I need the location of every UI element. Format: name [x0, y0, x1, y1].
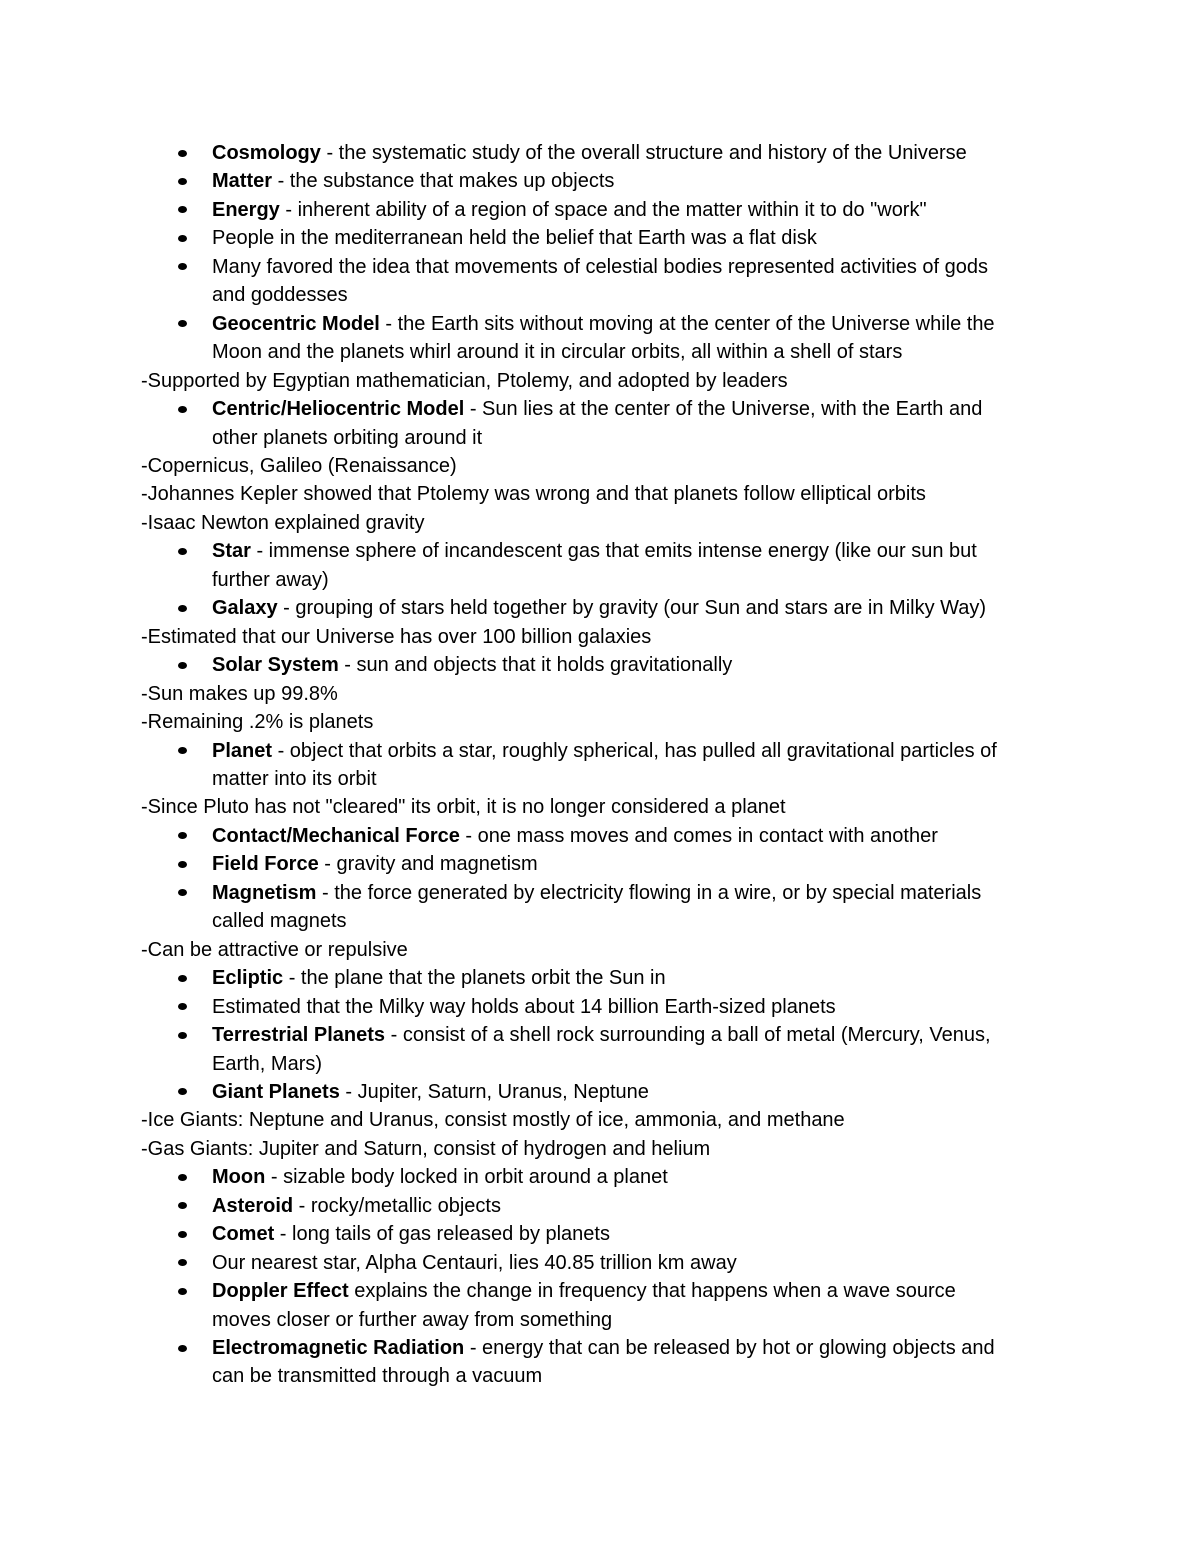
bullet-item [0, 993, 1200, 1021]
term-label: Centric/Heliocentric Model [212, 398, 465, 421]
definition-text: Estimated that the Milky way holds about 14 billion Earth-sized planets [212, 995, 836, 1018]
bullet-dot-icon [178, 1345, 187, 1352]
term-label: Cosmology [212, 142, 321, 164]
line-text: -Estimated that our Universe has over 100 billion galaxies [141, 625, 652, 648]
term-label: Planet [212, 739, 273, 762]
definition-text: - Sun lies at the center of the Universe, with the Earth and [464, 398, 983, 421]
continuation-line [0, 281, 1200, 309]
bullet-dot-icon [178, 1032, 187, 1039]
bullet-dot-icon [178, 662, 187, 669]
bullet-item [0, 253, 1200, 281]
line-text: Earth, Mars) [212, 1052, 323, 1075]
bullet-item [0, 1192, 1200, 1220]
line-text: can be transmitted through a vacuum [212, 1365, 543, 1388]
definition-text: - sun and objects that it holds gravitationally [338, 654, 733, 677]
term-label: Asteroid [212, 1194, 294, 1217]
definition-text: - sizable body locked in orbit around a planet [265, 1166, 668, 1189]
line-text: moves closer or further away from something [212, 1308, 613, 1331]
note-line [0, 509, 1200, 537]
continuation-line [0, 338, 1200, 366]
bullet-dot-icon [178, 178, 187, 185]
term-label: Star [212, 540, 251, 563]
bullet-item [0, 1277, 1200, 1305]
definition-text: - the force generated by electricity flowing in a wire, or by special materials [316, 881, 982, 904]
bullet-dot-icon [178, 861, 187, 868]
bullet-dot-icon [178, 406, 187, 413]
line-text: -Can be attractive or repulsive [141, 938, 408, 961]
bullet-dot-icon [178, 150, 187, 157]
line-text: matter into its orbit [212, 767, 377, 790]
bullet-dot-icon [178, 747, 187, 754]
term-label: Field Force [212, 853, 319, 876]
bullet-item [0, 537, 1200, 565]
line-text: Moon and the planets whirl around it in circular orbits, all within a shell of stars [212, 341, 903, 364]
continuation-line [0, 424, 1200, 452]
definition-text: - energy that can be released by hot or glowing objects and [464, 1337, 995, 1360]
term-label: Matter [212, 170, 273, 193]
term-label: Geocentric Model [212, 312, 380, 335]
term-label: Moon [212, 1166, 266, 1189]
continuation-line [0, 1306, 1200, 1334]
line-text: -Isaac Newton explained gravity [141, 511, 425, 534]
bullet-item [0, 1078, 1200, 1106]
bullet-dot-icon [178, 320, 187, 327]
bullet-item [0, 737, 1200, 765]
term-label: Solar System [212, 654, 339, 677]
bullet-dot-icon [178, 235, 187, 242]
definition-text: - grouping of stars held together by gravity (our Sun and stars are in Milky Way) [277, 597, 987, 620]
term-label: Comet [212, 1223, 275, 1246]
note-line [0, 367, 1200, 395]
bullet-dot-icon [178, 263, 187, 270]
bullet-dot-icon [178, 206, 187, 213]
bullet-item [0, 1334, 1200, 1362]
line-text: -Gas Giants: Jupiter and Saturn, consist of hydrogen and helium [141, 1137, 711, 1160]
definition-text: - one mass moves and comes in contact with another [459, 824, 938, 847]
bullet-item [0, 1249, 1200, 1277]
continuation-line [0, 1362, 1200, 1390]
bullet-dot-icon [178, 889, 187, 896]
line-text: -Remaining .2% is planets [141, 711, 374, 734]
bullet-item [0, 822, 1200, 850]
term-label: Ecliptic [212, 967, 284, 990]
definition-text: - rocky/metallic objects [293, 1194, 501, 1217]
definition-text: - the Earth sits without moving at the center of the Universe while the [379, 312, 995, 335]
continuation-line [0, 765, 1200, 793]
bullet-dot-icon [178, 1288, 187, 1295]
bullet-item [0, 651, 1200, 679]
term-label: Magnetism [212, 881, 317, 904]
bullet-item [0, 850, 1200, 878]
note-line [0, 1135, 1200, 1163]
note-line [0, 936, 1200, 964]
bullet-item [0, 1021, 1200, 1049]
continuation-line [0, 1050, 1200, 1078]
bullet-item [0, 1220, 1200, 1248]
bullet-item [0, 196, 1200, 224]
term-label: Giant Planets [212, 1080, 340, 1103]
bullet-item [0, 594, 1200, 622]
continuation-line [0, 566, 1200, 594]
bullet-dot-icon [178, 832, 187, 839]
bullet-item [0, 964, 1200, 992]
definition-text: - immense sphere of incandescent gas that emits intense energy (like our sun but [250, 540, 977, 563]
line-text: -Since Pluto has not "cleared" its orbit, it is no longer considered a planet [141, 796, 786, 819]
bullet-dot-icon [178, 1088, 187, 1095]
definition-text: - the systematic study of the overall structure and history of the Universe [320, 142, 967, 164]
term-label: Contact/Mechanical Force [212, 824, 460, 847]
definition-text: People in the mediterranean held the belief that Earth was a flat disk [212, 227, 817, 250]
bullet-dot-icon [178, 1174, 187, 1181]
term-label: Energy [212, 198, 280, 221]
bullet-dot-icon [178, 975, 187, 982]
definition-text: Our nearest star, Alpha Centauri, lies 40.85 trillion km away [212, 1251, 737, 1274]
definition-text: - inherent ability of a region of space and the matter within it to do "work" [279, 198, 927, 221]
line-text: -Supported by Egyptian mathematician, Ptolemy, and adopted by leaders [141, 369, 788, 392]
bullet-item [0, 139, 1200, 167]
line-text: and goddesses [212, 284, 348, 307]
definition-text: - long tails of gas released by planets [274, 1223, 610, 1246]
bullet-item [0, 879, 1200, 907]
bullet-item [0, 1163, 1200, 1191]
note-line [0, 680, 1200, 708]
note-line [0, 1106, 1200, 1134]
document-page [0, 139, 1200, 1391]
bullet-dot-icon [178, 1259, 187, 1266]
line-text: further away) [212, 568, 329, 591]
note-line [0, 708, 1200, 736]
term-label: Electromagnetic Radiation [212, 1337, 465, 1360]
bullet-item [0, 310, 1200, 338]
note-line [0, 793, 1200, 821]
definition-text: - consist of a shell rock surrounding a ball of metal (Mercury, Venus, [385, 1024, 991, 1047]
line-text: other planets orbiting around it [212, 426, 483, 449]
definition-text: Many favored the idea that movements of celestial bodies represented activities of gods [212, 255, 988, 278]
bullet-dot-icon [178, 1231, 187, 1238]
term-label: Terrestrial Planets [212, 1024, 386, 1047]
line-text: called magnets [212, 910, 347, 933]
bullet-dot-icon [178, 605, 187, 612]
line-text: -Ice Giants: Neptune and Uranus, consist mostly of ice, ammonia, and methane [141, 1109, 845, 1132]
bullet-dot-icon [178, 1202, 187, 1209]
note-line [0, 480, 1200, 508]
definition-text: - gravity and magnetism [318, 853, 538, 876]
definition-text: explains the change in frequency that happens when a wave source [348, 1280, 956, 1303]
term-label: Doppler Effect [212, 1280, 349, 1303]
definition-text: - object that orbits a star, roughly spherical, has pulled all gravitational particles of [272, 739, 997, 762]
bullet-item [0, 224, 1200, 252]
continuation-line [0, 907, 1200, 935]
bullet-dot-icon [178, 548, 187, 555]
line-text: -Johannes Kepler showed that Ptolemy was wrong and that planets follow elliptical orbits [141, 483, 926, 506]
bullet-item [0, 395, 1200, 423]
line-text: -Sun makes up 99.8% [141, 682, 338, 705]
bullet-dot-icon [178, 1003, 187, 1010]
definition-text: - the substance that makes up objects [272, 170, 615, 193]
note-line [0, 623, 1200, 651]
term-label: Galaxy [212, 597, 278, 620]
bullet-item [0, 167, 1200, 195]
definition-text: - the plane that the planets orbit the Sun in [283, 967, 666, 990]
definition-text: - Jupiter, Saturn, Uranus, Neptune [339, 1080, 649, 1103]
line-text: -Copernicus, Galileo (Renaissance) [141, 454, 457, 477]
note-line [0, 452, 1200, 480]
